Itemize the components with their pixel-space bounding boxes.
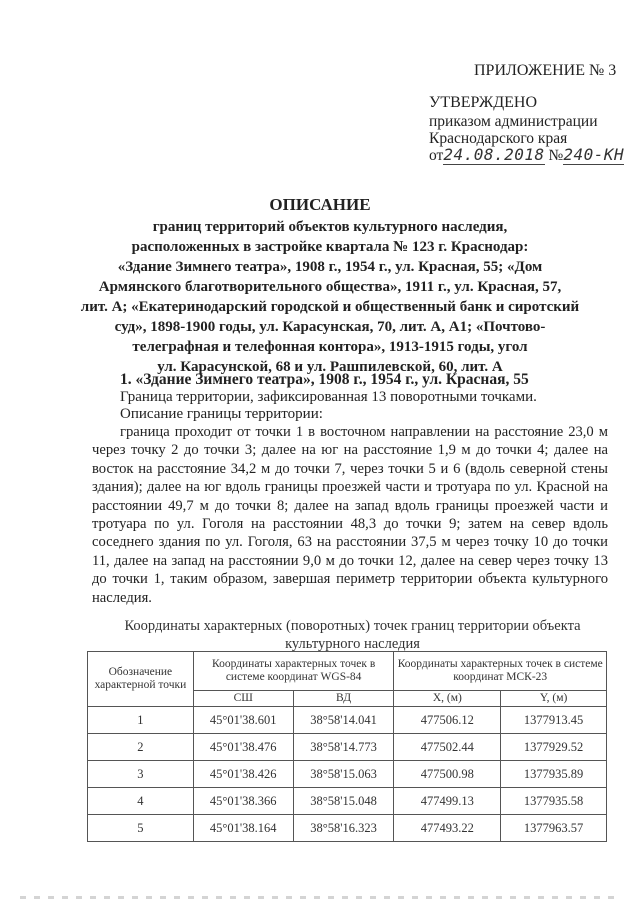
header-longitude: ВД — [293, 691, 394, 707]
document-title: ОПИСАНИЕ — [269, 195, 371, 214]
latitude-cell: 45°01'38.601 — [193, 707, 293, 734]
longitude-cell: 38°58'15.048 — [293, 788, 394, 815]
header-y: Y, (м) — [501, 691, 607, 707]
approved-label: УТВЕРЖДЕНО — [429, 94, 538, 111]
subtitle-line: границ территорий объектов культурного наследия, — [152, 219, 508, 235]
order-prefix: от — [429, 147, 444, 164]
header-x: X, (м) — [394, 691, 501, 707]
longitude-cell: 38°58'14.041 — [293, 707, 394, 734]
section-heading: 1. «Здание Зимнего театра», 1908 г., 1954 г., ул. Красная, 55 — [120, 371, 529, 388]
table-row — [88, 815, 607, 842]
table-caption — [100, 617, 605, 653]
y-cell: 1377929.52 — [501, 734, 607, 761]
x-cell: 477493.22 — [394, 815, 501, 842]
subtitle-line: расположенных в застройке квартала № 123 г. Краснодар: — [131, 239, 529, 255]
x-cell: 477502.44 — [394, 734, 501, 761]
order-date-line — [429, 145, 624, 165]
x-cell: 477500.98 — [394, 761, 501, 788]
y-cell: 1377935.89 — [501, 761, 607, 788]
table-row — [88, 734, 607, 761]
caption-line-1: Координаты характерных (поворотных) точек границ территории объекта — [124, 618, 581, 634]
table-row — [88, 707, 607, 734]
y-cell: 1377963.57 — [501, 815, 607, 842]
longitude-cell: 38°58'14.773 — [293, 734, 394, 761]
latitude-cell: 45°01'38.476 — [193, 734, 293, 761]
subtitle-line: телеграфная и телефонная контора», 1913-1915 годы, угол — [132, 339, 528, 355]
appendix-label: ПРИЛОЖЕНИЕ № 3 — [474, 62, 617, 79]
point-number: 2 — [88, 734, 194, 761]
longitude-cell: 38°58'16.323 — [293, 815, 394, 842]
y-cell: 1377913.45 — [501, 707, 607, 734]
subtitle-line: лит. А; «Екатеринодарский городской и общественный банк и сиротский — [80, 299, 580, 315]
table-row — [88, 788, 607, 815]
header-wgs84: Координаты характерных точек в системе координат WGS-84 — [193, 652, 394, 691]
latitude-cell: 45°01'38.426 — [193, 761, 293, 788]
subtitle-line: суд», 1898-1900 годы, ул. Карасунская, 70, лит. А, А1; «Почтово- — [114, 319, 546, 335]
point-number: 5 — [88, 815, 194, 842]
order-date: 24.08.2018 — [443, 145, 545, 164]
latitude-cell: 45°01'38.164 — [193, 815, 293, 842]
point-number: 3 — [88, 761, 194, 788]
document-subtitle — [60, 217, 600, 377]
scan-edge-artifact — [20, 896, 620, 899]
longitude-cell: 38°58'15.063 — [293, 761, 394, 788]
description-label: Описание границы территории: — [120, 406, 323, 422]
y-cell: 1377935.58 — [501, 788, 607, 815]
order-line-1: приказом администрации — [429, 113, 598, 130]
table-row — [88, 761, 607, 788]
point-number: 1 — [88, 707, 194, 734]
boundary-description: граница проходит от точки 1 в восточном направлении на расстояние 23,0 м через точку 2 до точки 3; далее на юг на расстояние 1,9 м до точки 4; далее на восток на расстояние 34,2 м до точки 7, через точки 5 и 6 (вдоль северной стены здания); далее на юг вдоль границы проезжей части и тротуара по ул. Красной на расстоянии 49,7 м до точки 8; далее на запад вдоль границы проезжей части и тротуара по ул. Гоголя на расстоянии 48,3 до точки 9; затем на север вдоль соседнего здания по ул. Гоголя, 63 на расстоянии 37,5 м через точку 10 до точки 11, далее на запад на расстоянии 9,0 м до точки 12, далее на север через точку 13 до точки 1, таким образом, завершая периметр территории объекта культурного наследия. — [92, 424, 608, 606]
order-number-sign: № — [548, 147, 564, 164]
subtitle-line: ул. Карасунской, 68 и ул. Рашпилевской, 60, лит. А — [157, 359, 503, 375]
header-point: Обозначение характерной точки — [88, 652, 194, 707]
x-cell: 477506.12 — [394, 707, 501, 734]
coordinates-table — [87, 651, 607, 842]
header-msk23: Координаты характерных точек в системе координат МСК-23 — [394, 652, 607, 691]
header-latitude: СШ — [193, 691, 293, 707]
latitude-cell: 45°01'38.366 — [193, 788, 293, 815]
order-line-2: Краснодарского края — [429, 130, 568, 147]
point-number: 4 — [88, 788, 194, 815]
subtitle-line: Армянского благотворительного общества», 1911 г., ул. Красная, 57, — [98, 279, 562, 295]
order-number: 240-КН — [563, 145, 625, 164]
caption-line-2: культурного наследия — [285, 636, 420, 652]
x-cell: 477499.13 — [394, 788, 501, 815]
points-count-line: Граница территории, зафиксированная 13 поворотными точками. — [120, 389, 537, 405]
subtitle-line: «Здание Зимнего театра», 1908 г., 1954 г., ул. Красная, 55; «Дом — [117, 259, 543, 275]
